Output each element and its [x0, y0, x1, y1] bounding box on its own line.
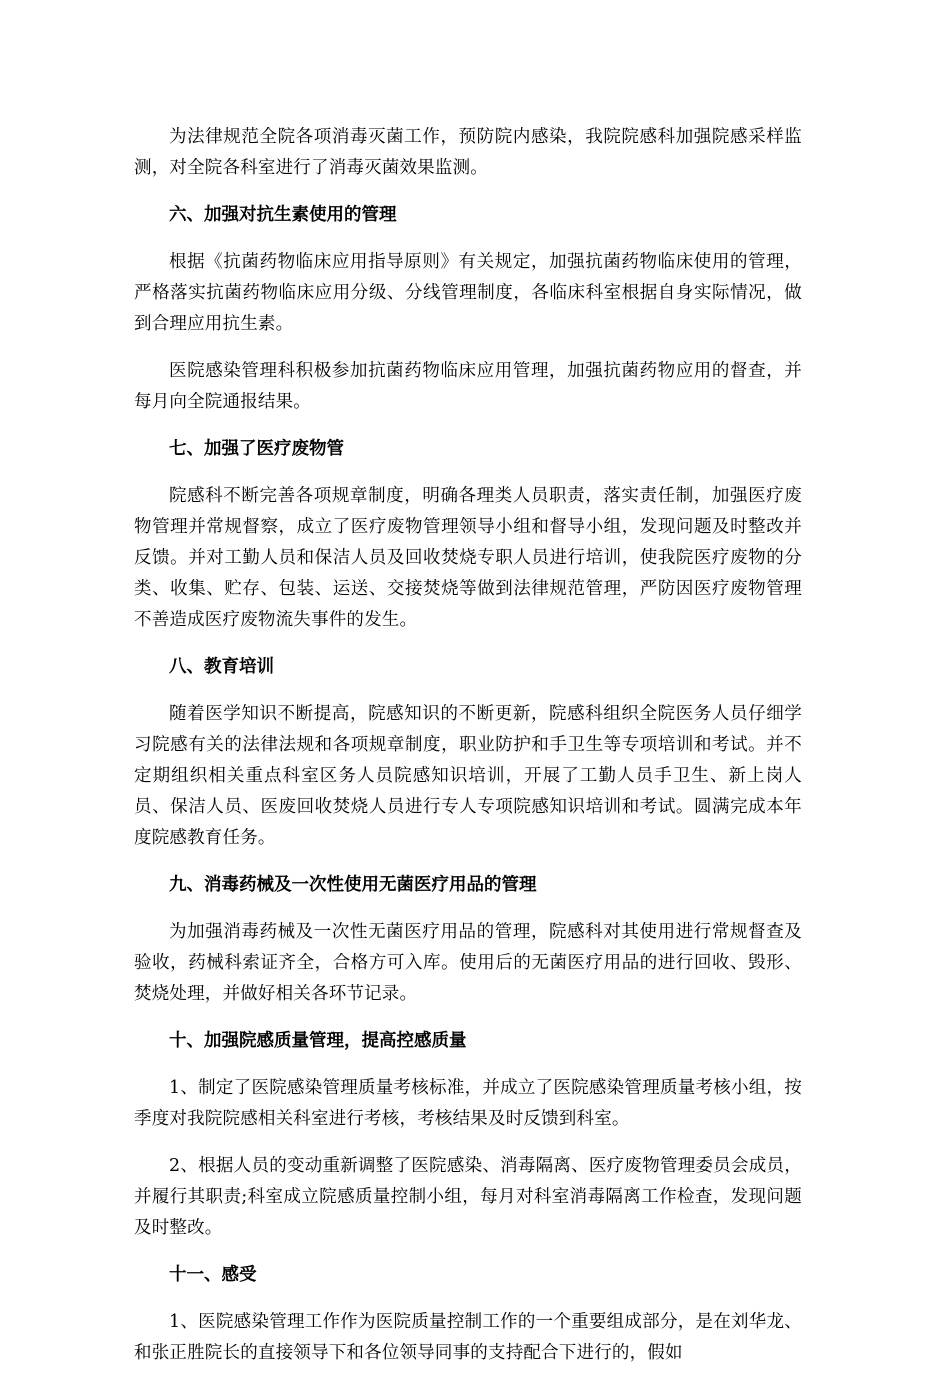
- heading-antibiotics: 六、加强对抗生素使用的管理: [169, 205, 397, 225]
- paragraph-committee-adjustment: 2、根据人员的变动重新调整了医院感染、消毒隔离、医疗废物管理委员会成员，并履行其职责;科室成立院感质量控制小组，每月对科室消毒隔离工作检查，发现问题及时整改。: [134, 1156, 802, 1238]
- heading-disinfection-supplies: 九、消毒药械及一次性使用无菌医疗用品的管理: [169, 875, 537, 895]
- paragraph-antibiotics-guidelines: 根据《抗菌药物临床应用指导原则》有关规定，加强抗菌药物临床使用的管理，严格落实抗菌药物临床应用分级、分线管理制度，各临床科室根据自身实际情况，做到合理应用抗生素。: [134, 252, 802, 334]
- paragraph-antibiotics-supervision: 医院感染管理科积极参加抗菌药物临床应用管理，加强抗菌药物应用的督查，并每月向全院通报结果。: [134, 361, 802, 412]
- document-page: [134, 122, 802, 1385]
- heading-quality-management: 十、加强院感质量管理，提高控感质量: [169, 1031, 467, 1051]
- heading-medical-waste: 七、加强了医疗废物管: [169, 439, 344, 459]
- heading-training: 八、教育培训: [169, 657, 274, 677]
- paragraph-disinfection-monitoring: 为法律规范全院各项消毒灭菌工作，预防院内感染，我院院感科加强院感采样监测，对全院各科室进行了消毒灭菌效果监测。: [134, 127, 802, 178]
- heading-reflections: 十一、感受: [169, 1265, 257, 1285]
- paragraph-quality-standards: 1、制定了医院感染管理质量考核标准，并成立了医院感染管理质量考核小组，按季度对我院院感相关科室进行考核，考核结果及时反馈到科室。: [134, 1078, 802, 1129]
- paragraph-disinfection-supplies: 为加强消毒药械及一次性无菌医疗用品的管理，院感科对其使用进行常规督查及验收，药械科索证齐全，合格方可入库。使用后的无菌医疗用品的进行回收、毁形、焚烧处理，并做好相关各环节记录。: [134, 922, 802, 1004]
- paragraph-medical-waste: 院感科不断完善各项规章制度，明确各理类人员职责，落实责任制，加强医疗废物管理并常规督察，成立了医疗废物管理领导小组和督导小组，发现问题及时整改并反馈。并对工勤人员和保洁人员及回收焚烧专职人员进行培训，使我院医疗废物的分类、收集、贮存、包装、运送、交接焚烧等做到法律规范管理，严防因医疗废物管理不善造成医疗废物流失事件的发生。: [134, 486, 802, 630]
- paragraph-reflections: 1、医院感染管理工作作为医院质量控制工作的一个重要组成部分，是在刘华龙、和张正胜院长的直接领导下和各位领导同事的支持配合下进行的，假如: [134, 1312, 802, 1363]
- paragraph-training: 随着医学知识不断提高，院感知识的不断更新，院感科组织全院医务人员仔细学习院感有关的法律法规和各项规章制度，职业防护和手卫生等专项培训和考试。并不定期组织相关重点科室区务人员院感知识培训，开展了工勤人员手卫生、新上岗人员、保洁人员、医废回收焚烧人员进行专人专项院感知识培训和考试。圆满完成本年度院感教育任务。: [134, 704, 802, 848]
